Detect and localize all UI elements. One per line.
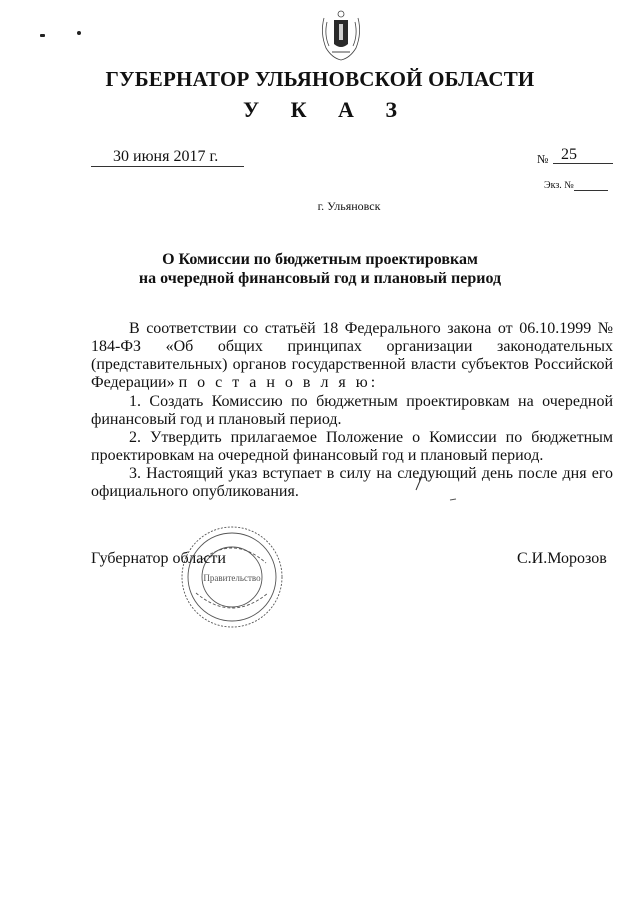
stamp-text: Правительство xyxy=(203,573,261,583)
preamble-text: В соответствии со статьёй 18 Федерального закона от 06.10.1999 № 184-ФЗ «Об общих принципах организации законодательных (представительных) органов государственной власти субъектов Российской Федерации» xyxy=(91,320,613,391)
decree-item: 3. Настоящий указ вступает в силу на следующий день после дня его официального опубликования. xyxy=(91,465,613,500)
decree-word: п о с т а н о в л я ю: xyxy=(178,374,379,391)
copy-number-label: Экз. № xyxy=(544,180,574,191)
decree-item: 2. Утвердить прилагаемое Положение о Комиссии по бюджетным проектировкам на очередной финансовый год и плановый период. xyxy=(91,429,613,464)
scan-speck xyxy=(40,34,45,37)
signatory-position: Губернатор области xyxy=(91,550,226,567)
document-title xyxy=(0,250,640,288)
pen-mark xyxy=(410,474,480,504)
title-line: О Комиссии по бюджетным проектировкам xyxy=(162,251,478,268)
document-type: У К А З xyxy=(242,97,411,122)
city: г. Ульяновск xyxy=(317,199,381,213)
preamble-paragraph xyxy=(91,320,613,392)
issuer-heading: ГУБЕРНАТОР УЛЬЯНОВСКОЙ ОБЛАСТИ xyxy=(105,67,535,91)
signatory-name: С.И.Морозов xyxy=(517,550,607,567)
title-line: на очередной финансовый год и плановый период xyxy=(138,270,502,287)
ulyanovsk-coat-of-arms-icon xyxy=(318,8,364,62)
scan-speck xyxy=(77,31,81,35)
document-date: 30 июня 2017 г. xyxy=(91,148,244,167)
number-label: № xyxy=(537,152,549,166)
document-number: 25 xyxy=(553,146,613,164)
official-stamp-icon xyxy=(178,523,286,631)
decree-item: 1. Создать Комиссию по бюджетным проектировкам на очередной финансовый год и плановый период. xyxy=(91,393,613,428)
copy-number-line xyxy=(574,190,608,191)
